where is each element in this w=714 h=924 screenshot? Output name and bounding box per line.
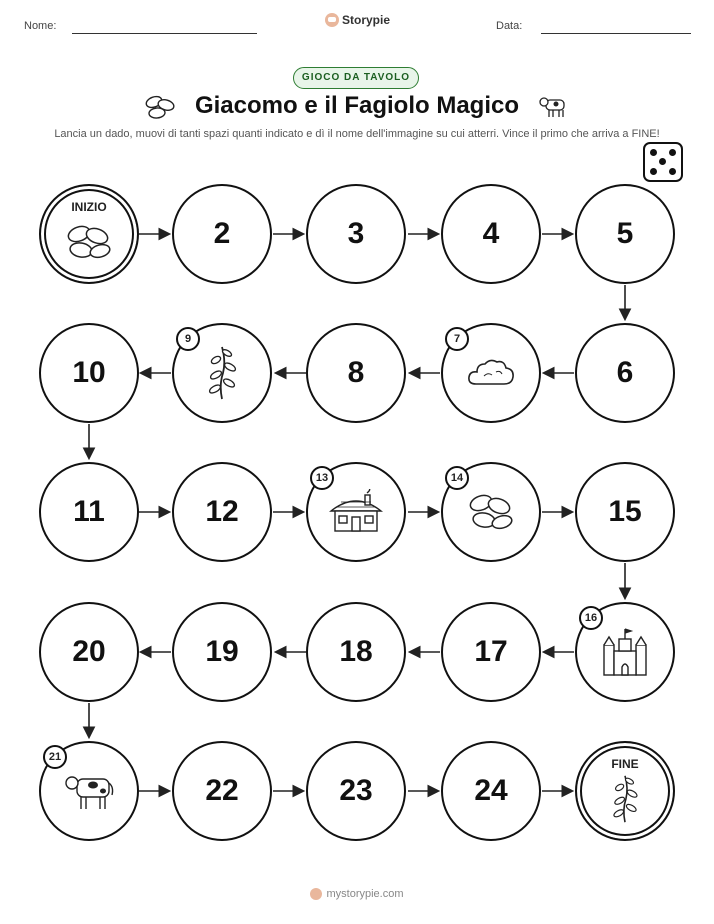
board-space-9 bbox=[172, 323, 272, 423]
board-space-21 bbox=[39, 741, 139, 841]
space-number: 24 bbox=[474, 774, 508, 807]
space-number: 3 bbox=[347, 217, 365, 250]
board-space-4 bbox=[441, 184, 541, 284]
space-number: 6 bbox=[616, 356, 634, 389]
cloud-icon bbox=[466, 356, 516, 390]
board-space-3 bbox=[306, 184, 406, 284]
board-space-13 bbox=[306, 462, 406, 562]
beans-icon bbox=[63, 222, 115, 262]
space-number: 10 bbox=[72, 356, 106, 389]
board-space-8 bbox=[306, 323, 406, 423]
board-space-5 bbox=[575, 184, 675, 284]
space-number: 15 bbox=[608, 495, 642, 528]
space-number: 11 bbox=[73, 495, 105, 528]
space-number-tag: 16 bbox=[579, 606, 603, 630]
board-space-14 bbox=[441, 462, 541, 562]
space-number-tag: 14 bbox=[445, 466, 469, 490]
cow-icon bbox=[63, 771, 115, 811]
board-space-6 bbox=[575, 323, 675, 423]
board-space-12 bbox=[172, 462, 272, 562]
space-number: 5 bbox=[616, 217, 634, 250]
board-space-23 bbox=[306, 741, 406, 841]
board-space-7 bbox=[441, 323, 541, 423]
space-number: 19 bbox=[205, 635, 239, 668]
start-label: INIZIO bbox=[71, 200, 107, 214]
board-space-11 bbox=[39, 462, 139, 562]
brand-name: Storypie bbox=[342, 13, 391, 27]
cottage-icon bbox=[327, 489, 385, 535]
board-space-start bbox=[39, 184, 139, 284]
name-label: Nome: bbox=[24, 20, 57, 32]
page-title: Giacomo e il Fagiolo Magico bbox=[194, 92, 520, 119]
category-badge: GIOCO DA TAVOLO bbox=[293, 67, 419, 89]
space-number-tag: 9 bbox=[176, 327, 200, 351]
space-number-tag: 21 bbox=[43, 745, 67, 769]
beans-icon bbox=[466, 491, 516, 533]
space-number: 4 bbox=[482, 217, 500, 250]
finish-label: FINE bbox=[611, 757, 639, 771]
space-number-tag: 7 bbox=[445, 327, 469, 351]
beanstalk-icon bbox=[207, 345, 237, 401]
board-space-10 bbox=[39, 323, 139, 423]
space-number: 18 bbox=[339, 635, 373, 668]
beanstalk-icon bbox=[611, 774, 639, 824]
castle-icon bbox=[600, 627, 650, 677]
board-space-24 bbox=[441, 741, 541, 841]
board-space-finish bbox=[575, 741, 675, 841]
board-space-22 bbox=[172, 741, 272, 841]
space-number: 17 bbox=[474, 635, 508, 668]
board-space-18 bbox=[306, 602, 406, 702]
board-space-17 bbox=[441, 602, 541, 702]
footer bbox=[0, 888, 714, 900]
storypie-logo-icon bbox=[310, 888, 322, 900]
space-number: 12 bbox=[205, 495, 239, 528]
board-space-19 bbox=[172, 602, 272, 702]
space-number: 8 bbox=[347, 356, 365, 389]
board-space-15 bbox=[575, 462, 675, 562]
space-number: 2 bbox=[213, 217, 231, 250]
board-space-16 bbox=[575, 602, 675, 702]
date-label: Data: bbox=[496, 20, 523, 32]
space-number: 20 bbox=[72, 635, 106, 668]
board-space-2 bbox=[172, 184, 272, 284]
space-number: 23 bbox=[339, 774, 373, 807]
space-number: 22 bbox=[205, 774, 239, 807]
instructions: Lancia un dado, muovi di tanti spazi quanti indicato e dì il nome dell'immagine su cui atterri. Vince il primo che arriva a FINE! bbox=[54, 128, 660, 140]
footer-site: mystorypie.com bbox=[326, 888, 404, 900]
board-space-20 bbox=[39, 602, 139, 702]
space-number-tag: 13 bbox=[310, 466, 334, 490]
